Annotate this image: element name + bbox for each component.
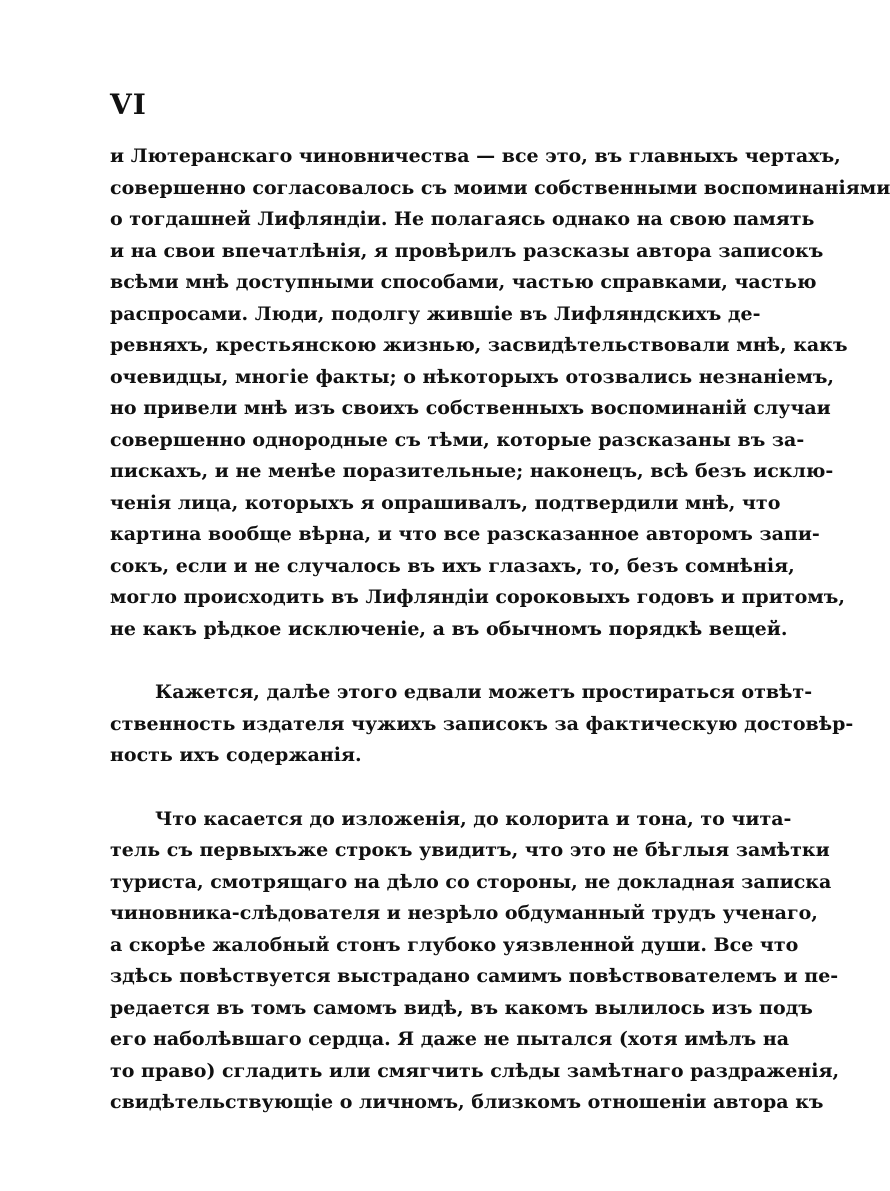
text-line: ность ихъ содержанія. bbox=[110, 744, 362, 766]
text-line: ченія лица, которыхъ я опрашивалъ, подтвердили мнѣ, что bbox=[110, 491, 781, 514]
text-line: чиновника-слѣдователя и незрѣло обдуманный трудъ ученаго, bbox=[110, 902, 818, 924]
text-line: картина вообще вѣрна, и что все разсказанное авторомъ запи- bbox=[110, 523, 820, 545]
text-line: и Лютеранскаго чиновничества — все это, въ главныхъ чертахъ, bbox=[110, 145, 841, 167]
text-line: очевидцы, многіе факты; о нѣкоторыхъ отозвались незнаніемъ, bbox=[110, 365, 835, 388]
text-line: Кажется, далѣе этого едвали можетъ простираться отвѣт- bbox=[155, 681, 813, 703]
text-line: могло происходить въ Лифляндіи сороковыхъ годовъ и притомъ, bbox=[110, 586, 845, 608]
text-line: и на свои впечатлѣнія, я провѣрилъ разсказы автора записокъ bbox=[110, 239, 824, 262]
text-line: всѣми мнѣ доступными способами, частью справками, частью bbox=[110, 271, 817, 293]
paragraph-gap bbox=[110, 645, 690, 677]
text-line: Что касается до изложенія, до колорита и тона, то чита- bbox=[155, 807, 792, 830]
text-line: ственность издателя чужихъ записокъ за фактическую достовѣр- bbox=[110, 712, 854, 735]
text-line: не какъ рѣдкое исключеніе, а въ обычномъ порядкѣ вещей. bbox=[110, 617, 788, 640]
text-line: о тогдашней Лифляндіи. Не полагаясь однако на свою память bbox=[110, 208, 815, 230]
paragraph-3 bbox=[110, 804, 840, 1119]
paragraph-1 bbox=[110, 141, 890, 645]
paragraph-gap bbox=[110, 772, 690, 804]
text-line: тель съ первыхъже строкъ увидитъ, что это не бѣглыя замѣтки bbox=[110, 839, 830, 861]
text-line: то право) сгладить или смягчить слѣды замѣтнаго раздраженія, bbox=[110, 1059, 840, 1082]
text-line: здѣсь повѣствуется выстрадано самимъ повѣствователемъ и пе- bbox=[110, 965, 839, 987]
text-line: совершенно однородные съ тѣми, которые разсказаны въ за- bbox=[110, 428, 805, 451]
text-line: но привели мнѣ изъ своихъ собственныхъ воспоминаній случаи bbox=[110, 397, 831, 419]
text-line: его наболѣвшаго сердца. Я даже не пытался (хотя имѣлъ на bbox=[110, 1028, 790, 1050]
page-number: VI bbox=[110, 88, 147, 121]
paragraph-2 bbox=[110, 677, 854, 772]
text-line: а скорѣе жалобный стонъ глубоко уязвленной души. Все что bbox=[110, 933, 799, 956]
text-line: ревняхъ, крестьянскою жизнью, засвидѣтельствовали мнѣ, какъ bbox=[110, 334, 848, 356]
text-line: совершенно согласовалось съ моими собственными воспоминаніями bbox=[110, 176, 890, 199]
text-line: распросами. Люди, подолгу жившіе въ Лифляндскихъ де- bbox=[110, 302, 761, 325]
body-text bbox=[110, 141, 890, 1119]
text-line: редается въ томъ самомъ видѣ, въ какомъ вылилось изъ подъ bbox=[110, 996, 813, 1019]
text-line: свидѣтельствующіе о личномъ, близкомъ отношеніи автора къ bbox=[110, 1091, 824, 1113]
text-line: сокъ, если и не случалось въ ихъ глазахъ, то, безъ сомнѣнія, bbox=[110, 554, 795, 577]
text-line: туриста, смотрящаго на дѣло со стороны, не докладная записка bbox=[110, 870, 832, 893]
text-line: пискахъ, и не менѣе поразительные; наконецъ, всѣ безъ исклю- bbox=[110, 460, 834, 482]
